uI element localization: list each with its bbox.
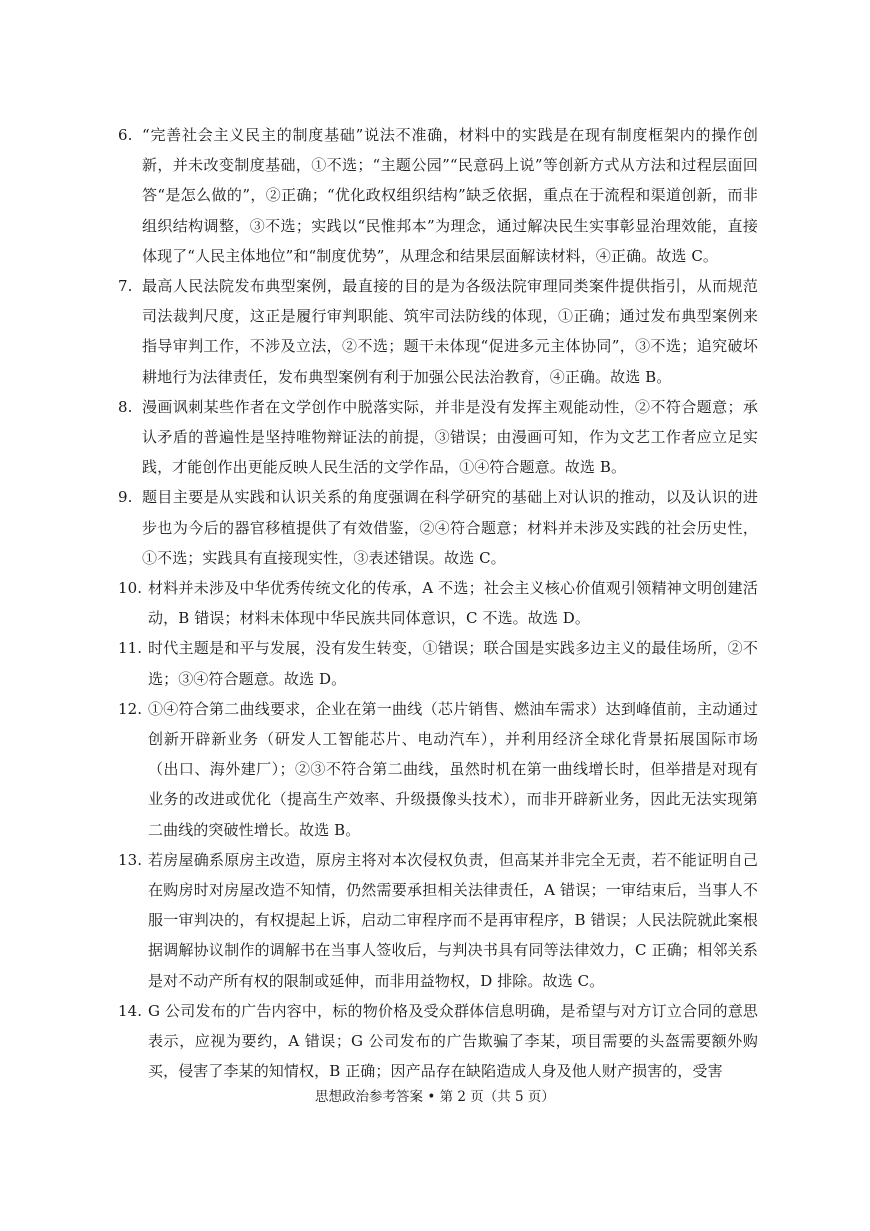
item-number: 14. [118,1001,143,1020]
item-text: 最高人民法院发布典型案例，最直接的目的是为各级法院审理同类案件提供指引，从而规范司法裁判尺度，这正是履行审判职能、筑牢司法防线的体现，①正确；通过发布典型案例来指导审判工作，不涉及立法，②不选；题干未体现“促进多元主体协同”，③不选；追究破坏耕地行为法律责任，发布典型案例有利于加强公民法治教育，④正确。故选 B。 [142,277,758,386]
item-text: 时代主题是和平与发展，没有发生转变，①错误；联合国是实践多边主义的最佳场所，②不选；③④符合题意。故选 D。 [148,639,758,688]
item-number: 7. [118,277,133,296]
answer-item-13 [118,845,758,996]
item-number: 12. [118,699,143,718]
answer-item-14 [118,996,758,1087]
item-number: 13. [118,850,143,869]
item-number: 11. [118,639,143,658]
answer-item-8 [118,392,758,483]
item-number: 8. [118,397,133,416]
item-text: G 公司发布的广告内容中，标的物价格及受众群体信息明确，是希望与对方订立合同的意思表示，应视为要约，A 错误；G 公司发布的广告欺骗了李某，项目需要的头盔需要额外购买，侵害了李某的知情权，B 正确；因产品存在缺陷造成人身及他人财产损害的，受害 [148,1001,758,1081]
item-number: 6. [118,126,133,144]
item-text: “完善社会主义民主的制度基础”说法不准确，材料中的实践是在现有制度框架内的操作创新，并未改变制度基础，①不选；“主题公园”“民意码上说”等创新方式从方法和过程层面回答“是怎么做的”，②正确；“优化政权组织结构”缺乏依据，重点在于流程和渠道创新，而非组织结构调整，③不选；实践以“民惟邦本”为理念，通过解决民生实事彰显治理效能，直接体现了“人民主体地位”和“制度优势”，从理念和结果层面解读材料，④正确。故选 C。 [142,126,758,265]
item-number: 10. [118,579,143,598]
answer-list [118,120,758,1087]
answer-item-9 [118,482,758,573]
item-text: 材料并未涉及中华优秀传统文化的传承，A 不选；社会主义核心价值观引领精神文明创建活动，B 错误；材料未体现中华民族共同体意识，C 不选。故选 D。 [148,579,758,628]
item-number: 9. [118,488,133,507]
answer-item-7 [118,271,758,392]
item-text: 若房屋确系原房主改造，原房主将对本次侵权负责，但高某并非完全无责，若不能证明自己在购房时对房屋改造不知情，仍然需要承担相关法律责任，A 错误；一审结束后，当事人不服一审判决的，有权提起上诉，启动二审程序而不是再审程序，B 错误；人民法院就此案根据调解协议制作的调解书在当事人签收后，与判决书具有同等法律效力，C 正确；相邻关系是对不动产所有权的限制或延伸，而非用益物权，D 排除。故选 C。 [148,850,758,990]
answer-item-10 [118,573,758,633]
item-text: ①④符合第二曲线要求，企业在第一曲线（芯片销售、燃油车需求）达到峰值前，主动通过创新开辟新业务（研发人工智能芯片、电动汽车），并利用经济全球化背景拓展国际市场（出口、海外建厂）；②③不符合第二曲线，虽然时机在第一曲线增长时，但举措是对现有业务的改进或优化（提高生产效率、升级摄像头技术），而非开辟新业务，因此无法实现第二曲线的突破性增长。故选 B。 [148,699,758,839]
answer-item-11 [118,633,758,693]
answer-item-12 [118,694,758,845]
page-footer: 思想政治参考答案 • 第 2 页（共 5 页） [315,1089,555,1105]
item-text: 题目主要是从实践和认识关系的角度强调在科学研究的基础上对认识的推动，以及认识的进步也为今后的器官移植提供了有效借鉴，②④符合题意；材料并未涉及实践的社会历史性，①不选；实践具有直接现实性，③表述错误。故选 C。 [142,488,758,567]
answer-item-6 [118,120,758,271]
item-text: 漫画讽刺某些作者在文学创作中脱落实际，并非是没有发挥主观能动性，②不符合题意；承认矛盾的普遍性是坚持唯物辩证法的前提，③错误；由漫画可知，作为文艺工作者应立足实践，才能创作出更能反映人民生活的文学作品，①④符合题意。故选 B。 [142,397,758,477]
